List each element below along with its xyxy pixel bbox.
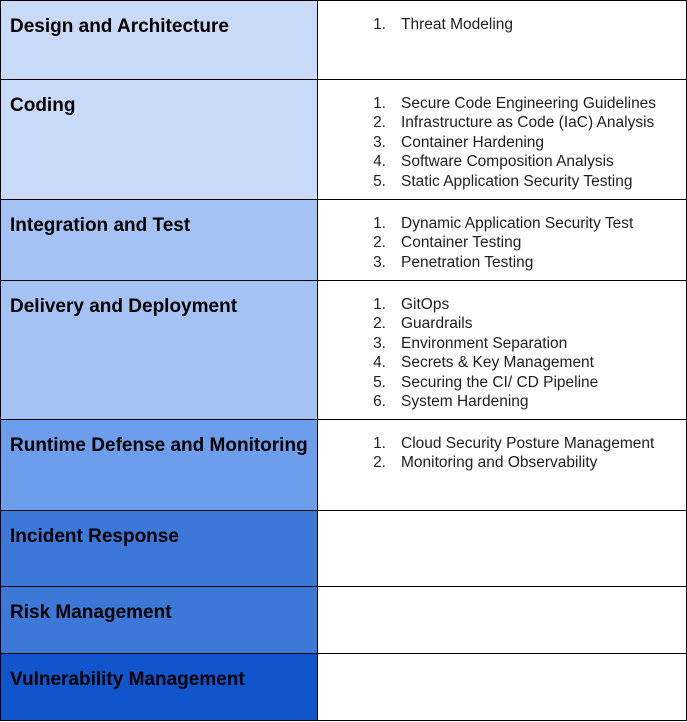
list-item-text: Guardrails	[401, 315, 473, 333]
table-row	[1, 200, 687, 281]
list-item-number: 6.	[373, 393, 386, 411]
list-item	[318, 94, 686, 113]
list-item-text: GitOps	[401, 296, 450, 313]
list-item-number: 1.	[373, 95, 386, 112]
list-item-text: Container Testing	[401, 234, 522, 252]
list-item-number: 3.	[373, 253, 386, 271]
table-row	[1, 511, 687, 587]
list-item-number: 2.	[373, 114, 386, 132]
list-item	[318, 113, 686, 132]
practice-list	[318, 295, 686, 411]
practice-list	[318, 214, 686, 272]
list-item-text: Secure Code Engineering Guidelines	[401, 95, 657, 112]
list-item-text: Environment Separation	[401, 334, 568, 352]
list-item-text: Securing the CI/ CD Pipeline	[401, 373, 599, 391]
phase-cell: Incident Response	[1, 511, 318, 587]
phase-cell: Risk Management	[1, 587, 318, 654]
list-item	[318, 253, 686, 272]
phase-cell: Vulnerability Management	[1, 654, 318, 721]
list-item-number: 2.	[373, 454, 386, 472]
practice-list	[318, 434, 686, 473]
list-item-text: Infrastructure as Code (IaC) Analysis	[401, 114, 655, 132]
list-item-number: 5.	[373, 373, 386, 391]
table-row	[1, 420, 687, 511]
list-item	[318, 172, 686, 191]
list-item	[318, 392, 686, 411]
practice-list	[318, 94, 686, 191]
list-item-number: 3.	[373, 133, 386, 151]
practices-cell	[318, 1, 687, 80]
list-item	[318, 152, 686, 171]
list-item-text: Software Composition Analysis	[401, 153, 614, 171]
list-item	[318, 434, 686, 453]
list-item	[318, 295, 686, 314]
list-item-text: System Hardening	[401, 393, 529, 411]
list-item-number: 1.	[373, 296, 386, 313]
practices-cell	[318, 654, 687, 721]
list-item-number: 1.	[373, 215, 386, 232]
list-item	[318, 453, 686, 472]
table-row	[1, 654, 687, 721]
table-row	[1, 1, 687, 80]
table-row	[1, 587, 687, 654]
list-item-number: 4.	[373, 153, 386, 171]
list-item-text: Secrets & Key Management	[401, 354, 594, 372]
practices-cell	[318, 281, 687, 420]
practices-cell	[318, 587, 687, 654]
list-item	[318, 214, 686, 233]
list-item-number: 5.	[373, 172, 386, 190]
list-item-text: Static Application Security Testing	[401, 172, 633, 190]
phase-cell: Coding	[1, 80, 318, 200]
list-item	[318, 15, 686, 34]
list-item-text: Penetration Testing	[401, 253, 534, 271]
phase-cell: Design and Architecture	[1, 1, 318, 80]
list-item	[318, 133, 686, 152]
list-item-text: Threat Modeling	[401, 16, 514, 33]
list-item-number: 3.	[373, 334, 386, 352]
list-item-text: Cloud Security Posture Management	[401, 435, 655, 452]
phase-cell: Runtime Defense and Monitoring	[1, 420, 318, 511]
practice-list	[318, 15, 686, 34]
list-item	[318, 373, 686, 392]
list-item-number: 4.	[373, 354, 386, 372]
list-item-number: 1.	[373, 435, 386, 452]
list-item-text: Monitoring and Observability	[401, 454, 598, 472]
list-item	[318, 353, 686, 372]
practices-cell	[318, 511, 687, 587]
practices-cell	[318, 200, 687, 281]
list-item	[318, 334, 686, 353]
list-item-number: 2.	[373, 315, 386, 333]
list-item-text: Container Hardening	[401, 133, 545, 151]
table-row	[1, 80, 687, 200]
phase-cell: Integration and Test	[1, 200, 318, 281]
list-item-text: Dynamic Application Security Test	[401, 215, 634, 232]
table-row	[1, 281, 687, 420]
list-item	[318, 233, 686, 252]
list-item-number: 1.	[373, 16, 386, 33]
phase-cell: Delivery and Deployment	[1, 281, 318, 420]
practices-cell	[318, 420, 687, 511]
list-item	[318, 314, 686, 333]
practices-cell	[318, 80, 687, 200]
list-item-number: 2.	[373, 234, 386, 252]
